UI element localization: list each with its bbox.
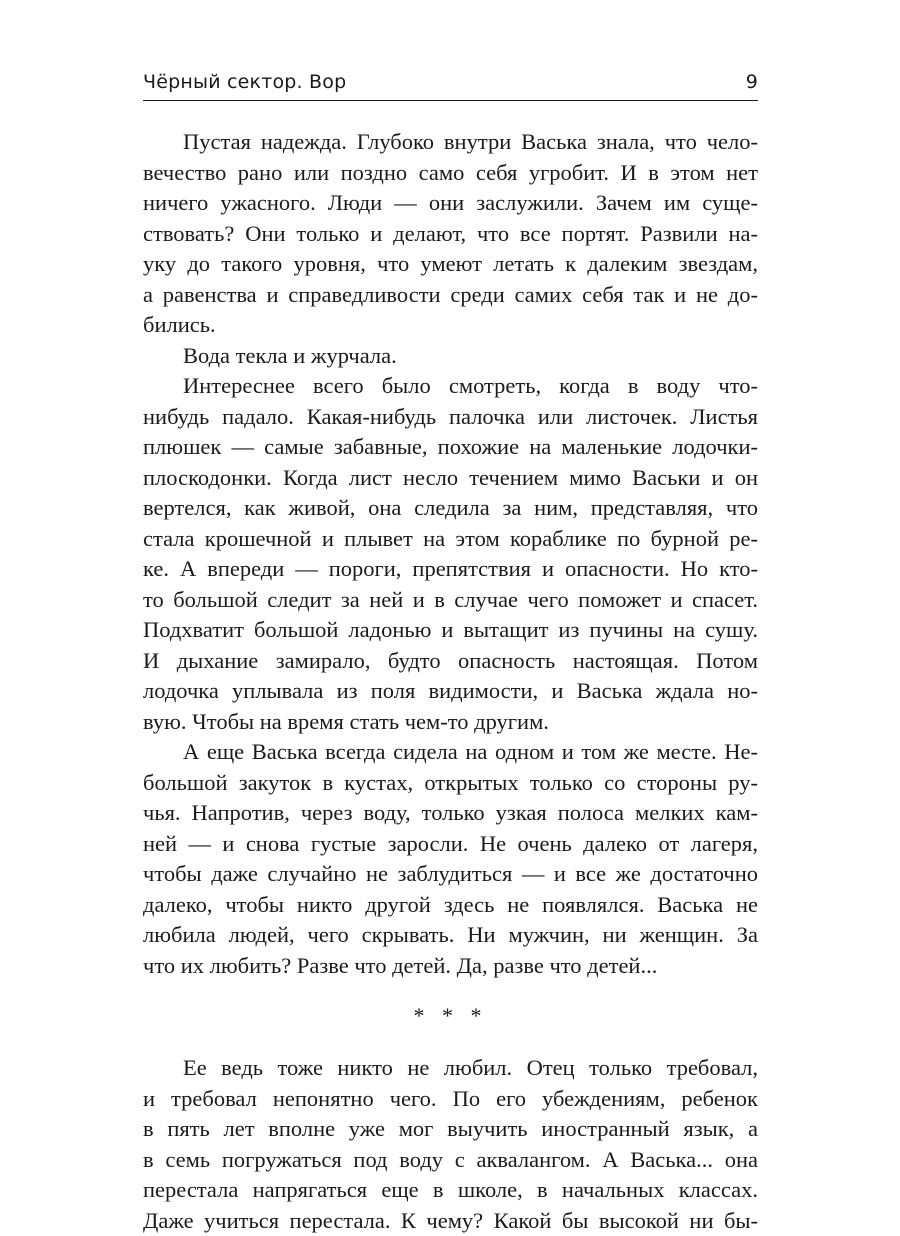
- text-line: уку до такого уровня, что умеют летать к далеким звездам,: [143, 249, 758, 280]
- text-line: вертелся, как живой, она следила за ним, представляя, что: [143, 493, 758, 524]
- text-line: Интереснее всего было смотреть, когда в воду что-: [143, 371, 758, 402]
- text-line: лодочка уплывала из поля видимости, и Васька ждала но-: [143, 676, 758, 707]
- paragraph: [143, 371, 758, 737]
- section-separator: * * *: [143, 1001, 758, 1031]
- text-line: ней — и снова густые заросли. Не очень далеко от лагеря,: [143, 829, 758, 860]
- text-line: ничего ужасного. Люди — они заслужили. Зачем им суще-: [143, 188, 758, 219]
- paragraph: [143, 341, 758, 372]
- text-line: Пустая надежда. Глубоко внутри Васька знала, что чело-: [143, 127, 758, 158]
- text-line: чтобы даже случайно не заблудиться — и все же достаточно: [143, 859, 758, 890]
- text-line: А еще Васька всегда сидела на одном и том же месте. Не-: [143, 737, 758, 768]
- paragraph: [143, 127, 758, 341]
- page-number: 9: [746, 70, 758, 94]
- text-line: в семь погружаться под воду с аквалангом. А Васька... она: [143, 1145, 758, 1176]
- text-line: ствовать? Они только и делают, что все портят. Развили на-: [143, 219, 758, 250]
- text-line: вечество рано или поздно само себя угробит. И в этом нет: [143, 158, 758, 189]
- paragraph: [143, 1053, 758, 1236]
- text-line: большой закуток в кустах, открытых только со стороны ру-: [143, 768, 758, 799]
- text-line: вую. Чтобы на время стать чем-то другим.: [143, 707, 758, 738]
- text-line: перестала напрягаться еще в школе, в начальных классах.: [143, 1175, 758, 1206]
- text-line: бились.: [143, 310, 758, 341]
- text-line: ке. А впереди — пороги, препятствия и опасности. Но кто-: [143, 554, 758, 585]
- text-line: Даже учиться перестала. К чему? Какой бы высокой ни бы-: [143, 1206, 758, 1236]
- text-line: что их любить? Разве что детей. Да, разве что детей...: [143, 951, 758, 982]
- text-section-after-separator: [143, 1053, 758, 1236]
- paragraph: [143, 737, 758, 981]
- text-line: Вода текла и журчала.: [143, 341, 758, 372]
- text-line: а равенства и справедливости среди самих себя так и не до-: [143, 280, 758, 311]
- body-text: [143, 127, 758, 1236]
- text-line: чья. Напротив, через воду, только узкая полоса мелких кам-: [143, 798, 758, 829]
- text-line: плюшек — самые забавные, похожие на маленькие лодочки-: [143, 432, 758, 463]
- text-line: в пять лет вполне уже мог выучить иностранный язык, а: [143, 1114, 758, 1145]
- text-line: Подхватит большой ладонью и вытащит из пучины на сушу.: [143, 615, 758, 646]
- book-page: [143, 70, 758, 1236]
- text-line: нибудь падало. Какая-нибудь палочка или листочек. Листья: [143, 402, 758, 433]
- text-line: далеко, чтобы никто другой здесь не появлялся. Васька не: [143, 890, 758, 921]
- text-line: любила людей, чего скрывать. Ни мужчин, ни женщин. За: [143, 920, 758, 951]
- text-line: стала крошечной и плывет на этом кораблике по бурной ре-: [143, 524, 758, 555]
- text-line: плоскодонки. Когда лист несло течением мимо Васьки и он: [143, 463, 758, 494]
- text-line: И дыхание замирало, будто опасность настоящая. Потом: [143, 646, 758, 677]
- running-header: [143, 70, 758, 101]
- text-line: и требовал непонятно чего. По его убеждениям, ребенок: [143, 1084, 758, 1115]
- text-line: Ее ведь тоже никто не любил. Отец только требовал,: [143, 1053, 758, 1084]
- book-title: Чёрный сектор. Вор: [143, 70, 346, 94]
- text-line: то большой следит за ней и в случае чего поможет и спасет.: [143, 585, 758, 616]
- text-section-before-separator: [143, 127, 758, 981]
